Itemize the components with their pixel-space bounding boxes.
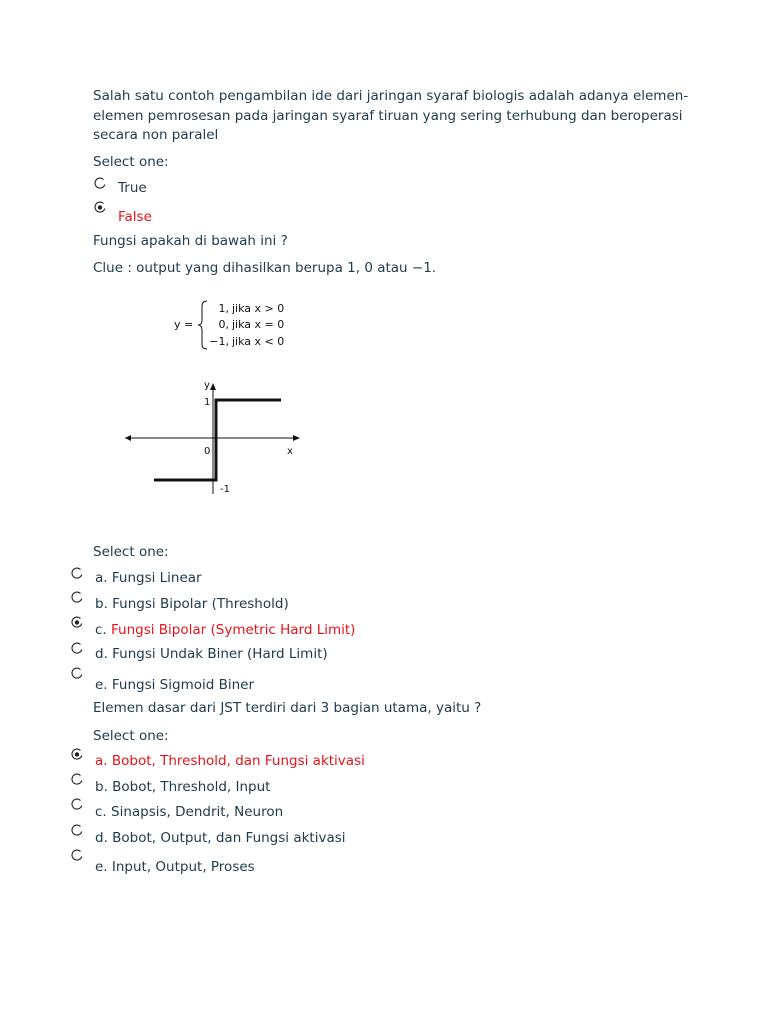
q1-option-false[interactable]: False (118, 209, 152, 225)
graph-label-one: 1 (204, 397, 211, 408)
q3-radio-a[interactable] (71, 748, 83, 760)
q1-option-true[interactable]: True (118, 180, 147, 196)
q3-radio-b[interactable] (71, 773, 83, 785)
x-axis-right-arrow (293, 435, 300, 441)
q3-radio-e[interactable] (71, 849, 83, 861)
step-line (154, 400, 281, 480)
graph-label-zero: 0 (204, 446, 211, 457)
q1-text-line-1: Salah satu contoh pengambilan ide dari jaringan syaraf biologis adalah adanya elemen- (93, 88, 689, 104)
q2-option-a[interactable]: a. Fungsi Linear (95, 570, 202, 586)
equation-value-3: −1, (209, 335, 229, 348)
q2-radio-d[interactable] (71, 642, 83, 654)
graph-x-label: x (287, 446, 293, 457)
graph-label-minus-one: -1 (220, 484, 230, 495)
x-axis-left-arrow (125, 435, 131, 441)
graph-y-label: y (204, 380, 210, 391)
q1-select-label: Select one: (93, 154, 169, 170)
q2-option-b[interactable]: b. Fungsi Bipolar (Threshold) (95, 596, 289, 612)
q1-radio-true[interactable] (94, 177, 106, 189)
equation-lhs: y = (174, 318, 194, 331)
q3-select-label: Select one: (93, 728, 169, 744)
q3-option-c[interactable]: c. Sinapsis, Dendrit, Neuron (95, 804, 284, 820)
q2-select-label: Select one: (93, 544, 169, 560)
q2-clue: Clue : output yang dihasilkan berupa 1, 0 atau −1. (93, 260, 437, 276)
q3-option-a[interactable]: a. Bobot, Threshold, dan Fungsi aktivasi (95, 753, 365, 769)
q2-radio-b[interactable] (71, 591, 83, 603)
equation-value-1: 1, (218, 302, 229, 315)
q3-option-d[interactable]: d. Bobot, Output, dan Fungsi aktivasi (95, 830, 346, 846)
step-function-graph (115, 372, 315, 502)
q2-radio-c[interactable] (71, 616, 83, 628)
q2-radio-a[interactable] (71, 567, 83, 579)
y-axis-arrow (210, 383, 216, 390)
equation-condition-2: jika x = 0 (232, 318, 285, 331)
q2-option-d[interactable]: d. Fungsi Undak Biner (Hard Limit) (95, 646, 328, 662)
equation-condition-1: jika x > 0 (232, 302, 285, 315)
q2-option-e[interactable]: e. Fungsi Sigmoid Biner (95, 677, 255, 693)
q1-text-line-3: secara non paralel (93, 127, 219, 143)
q2-question: Fungsi apakah di bawah ini ? (93, 233, 288, 249)
q3-option-e[interactable]: e. Input, Output, Proses (95, 859, 255, 875)
q1-radio-false[interactable] (94, 201, 106, 213)
q2-option-c[interactable]: c. Fungsi Bipolar (Symetric Hard Limit) (95, 622, 356, 638)
q3-question: Elemen dasar dari JST terdiri dari 3 bagian utama, yaitu ? (93, 700, 482, 716)
q1-text-line-2: elemen pemrosesan pada jaringan syaraf tiruan yang sering terhubung dan beroperasi (93, 108, 683, 124)
q2-radio-e[interactable] (71, 667, 83, 679)
q3-radio-c[interactable] (71, 798, 83, 810)
q3-option-b[interactable]: b. Bobot, Threshold, Input (95, 779, 271, 795)
equation-condition-3: jika x < 0 (232, 335, 285, 348)
equation-value-2: 0, (218, 318, 229, 331)
q3-radio-d[interactable] (71, 824, 83, 836)
